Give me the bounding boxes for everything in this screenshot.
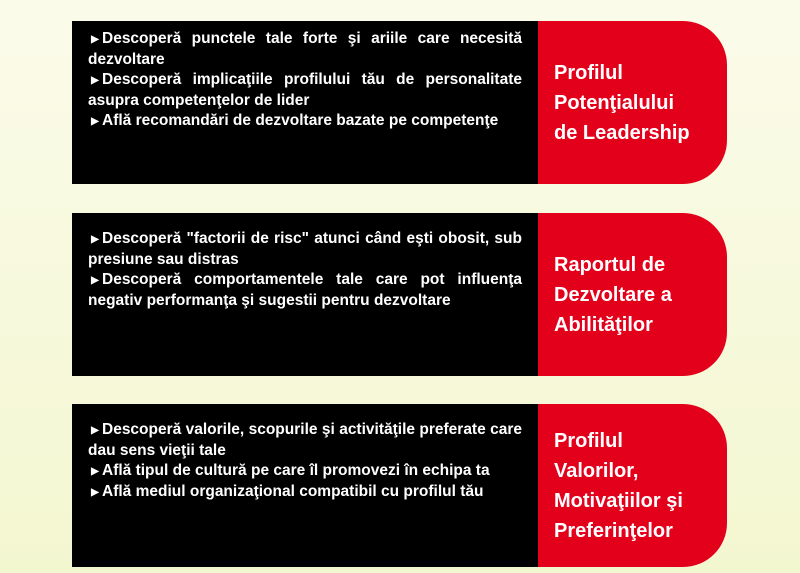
card-title: Raportul de Dezvoltare a Abilităţilor	[554, 253, 672, 336]
card-description	[72, 213, 538, 376]
triangle-right-icon: ▶	[91, 34, 99, 45]
bullet-item: ▶ Află mediul organizaţional compatibil cu profilul tău	[88, 482, 522, 503]
triangle-right-icon: ▶	[91, 75, 99, 86]
card-title-tab	[538, 404, 727, 567]
card-title-tab	[538, 21, 727, 184]
bullet-item: ▶ Descoperă valorile, scopurile şi activităţile preferate care dau sens vieţii tale	[88, 421, 522, 459]
triangle-right-icon: ▶	[91, 234, 99, 245]
card-description	[72, 21, 538, 184]
triangle-right-icon: ▶	[91, 466, 99, 477]
report-card-values	[72, 404, 727, 567]
triangle-right-icon: ▶	[91, 116, 99, 127]
bullet-item: ▶ Află recomandări de dezvoltare bazate pe competenţe	[88, 111, 522, 132]
card-title-tab	[538, 213, 727, 376]
bullet-item: ▶ Descoperă "factorii de risc" atunci când eşti obosit, sub presiune sau distras	[88, 230, 522, 268]
triangle-right-icon: ▶	[91, 275, 99, 286]
card-description	[72, 404, 538, 567]
bullet-item: ▶ Află tipul de cultură pe care îl promovezi în echipa ta	[88, 461, 522, 482]
report-card-leadership	[72, 21, 727, 184]
bullet-item: ▶ Descoperă implicaţiile profilului tău de personalitate asupra competenţelor de lider	[88, 71, 522, 109]
report-card-development	[72, 213, 727, 376]
bullet-item: ▶ Descoperă punctele tale forte şi ariile care necesită dezvoltare	[88, 30, 522, 68]
card-title: Profilul Valorilor, Motivaţiilor şi Preferinţelor	[554, 429, 683, 542]
bullet-item: ▶ Descoperă comportamentele tale care pot influenţa negativ performanţa şi sugestii pentru dezvoltare	[88, 271, 522, 309]
triangle-right-icon: ▶	[91, 487, 99, 498]
triangle-right-icon: ▶	[91, 425, 99, 436]
card-title: Profilul Potenţialului de Leadership	[554, 61, 690, 144]
